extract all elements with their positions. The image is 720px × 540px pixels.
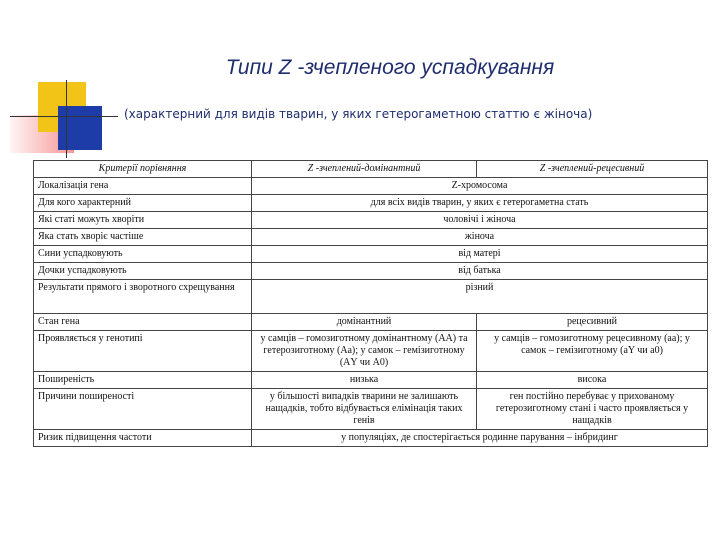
row-value: від матері xyxy=(252,246,708,263)
row-label: Які статі можуть хворіти xyxy=(34,212,252,229)
row-label: Ризик підвищення частоти xyxy=(34,430,252,447)
table-row xyxy=(34,263,708,280)
row-label: Сини успадковують xyxy=(34,246,252,263)
table-row xyxy=(34,229,708,246)
row-label: Проявляється у генотипі xyxy=(34,331,252,372)
row-label: Результати прямого і зворотного схрещування xyxy=(34,280,252,314)
row-label: Яка стать хворіє частіше xyxy=(34,229,252,246)
row-value-dominant: у самців – гомозиготному домінантному (АА) та гетерозиготному (Аа); у самок – гемізиготному (АY чи А0) xyxy=(252,331,477,372)
row-value-dominant: домінантний xyxy=(252,314,477,331)
decor-blue-square xyxy=(58,106,102,150)
row-value: Z-хромосома xyxy=(252,178,708,195)
row-value: різний xyxy=(252,280,708,314)
row-value-recessive: рецесивний xyxy=(477,314,708,331)
row-value-dominant: низька xyxy=(252,372,477,389)
row-label: Причини поширеності xyxy=(34,389,252,430)
table-row xyxy=(34,195,708,212)
comparison-table xyxy=(33,160,708,447)
row-value-dominant: у більшості випадків тварини не залишають нащадків, тобто відбувається елімінація таких генів xyxy=(252,389,477,430)
header-criteria: Критерії порівняння xyxy=(34,161,252,178)
row-label: Для кого характерний xyxy=(34,195,252,212)
row-value-recessive: висока xyxy=(477,372,708,389)
row-value-recessive: ген постійно перебуває у прихованому гетерозиготному стані і часто проявляється у нащадків xyxy=(477,389,708,430)
row-label: Локалізація гена xyxy=(34,178,252,195)
row-value-recessive: у самців – гомозиготному рецесивному (аа); у самок – гемізиготному (аY чи а0) xyxy=(477,331,708,372)
decor-vertical-line xyxy=(66,80,67,158)
row-label: Дочки успадковують xyxy=(34,263,252,280)
table-row xyxy=(34,372,708,389)
table-row xyxy=(34,430,708,447)
table-row xyxy=(34,389,708,430)
row-value: від батька xyxy=(252,263,708,280)
table-row xyxy=(34,314,708,331)
row-value: чоловічі і жіноча xyxy=(252,212,708,229)
table-row xyxy=(34,212,708,229)
row-value: жіноча xyxy=(252,229,708,246)
row-value: у популяціях, де спостерігається родинне парування – інбридинг xyxy=(252,430,708,447)
row-value: для всіх видів тварин, у яких є гетерогаметна стать xyxy=(252,195,708,212)
table-header-row xyxy=(34,161,708,178)
table-row xyxy=(34,246,708,263)
header-dominant: Z -зчеплений-домінантний xyxy=(252,161,477,178)
page-subtitle: (характерний для видів тварин, у яких гетерогаметною статтю є жіноча) xyxy=(124,107,593,121)
table-row xyxy=(34,280,708,314)
row-label: Поширеність xyxy=(34,372,252,389)
table-row xyxy=(34,331,708,372)
table-row xyxy=(34,178,708,195)
row-label: Стан гена xyxy=(34,314,252,331)
page-title: Типи Z -зчепленого успадкування xyxy=(225,56,555,79)
decor-horizontal-line xyxy=(10,116,118,117)
header-recessive: Z -зчеплений-рецесивний xyxy=(477,161,708,178)
